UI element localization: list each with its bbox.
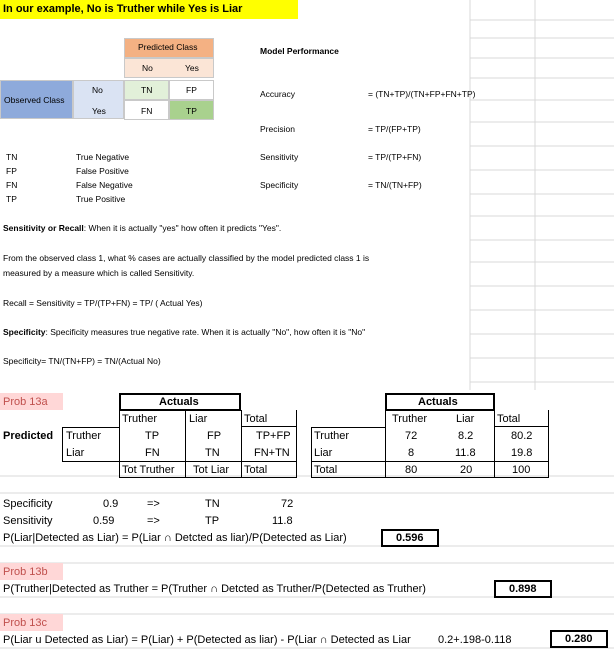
sensitivity-text: : When it is actually "yes" how often it predicts "Yes". [83, 223, 282, 233]
left-r1-tp: TP [145, 430, 160, 442]
sens-count: 11.8 [272, 515, 293, 527]
prob13a-formula: P(Liar|Detected as Liar) = P(Liar ∩ Detcted as liar)/P(Detected as Liar) [3, 532, 347, 544]
sensitivity-paragraph-line1: From the observed class 1, what % cases are actually classified by the model predicted class 1 is [3, 253, 370, 263]
recall-formula: Recall = Sensitivity = TP/(TP+FN) = TP/ ( Actual Yes) [3, 298, 203, 308]
formula-specificity: = TN/(TN+FP) [368, 180, 422, 190]
metric-accuracy: Accuracy [260, 89, 295, 99]
left-r2-tn: TN [205, 447, 220, 459]
formula-accuracy: = (TN+TP)/(TN+FP+FN+TP) [368, 89, 476, 99]
formula-precision: = TP/(FP+TP) [368, 124, 421, 134]
left-actuals-header: Actuals [159, 396, 199, 408]
legend-abbr-fn: FN [6, 180, 18, 190]
obs-no: No [92, 85, 103, 95]
prob13b-label: Prob 13b [3, 566, 48, 578]
right-r1-truther: 72 [405, 430, 418, 442]
specificity-definition [3, 328, 365, 337]
spec-code: TN [205, 498, 220, 510]
right-r2-truther: 8 [408, 447, 415, 459]
specificity-term: Specificity [3, 327, 46, 337]
right-r3-truther: 80 [405, 464, 418, 476]
prob13b-result: 0.898 [509, 583, 537, 595]
left-r2-total: FN+TN [254, 447, 290, 459]
right-r3-total: 100 [512, 464, 531, 476]
left-predicted-label: Predicted [3, 430, 54, 442]
prob13a-label: Prob 13a [3, 396, 48, 408]
metric-precision: Precision [260, 124, 295, 134]
right-r2-total: 19.8 [511, 447, 533, 459]
right-actuals-header: Actuals [418, 396, 458, 408]
sens-label: Sensitivity [3, 515, 53, 527]
prob13a-result: 0.596 [396, 532, 424, 544]
legend-meaning-tp: True Positive [76, 194, 126, 204]
left-r1-fp: FP [207, 430, 222, 442]
sens-arrow: => [147, 515, 160, 527]
pred-no: No [142, 63, 153, 73]
sensitivity-paragraph-line2: measured by a measure which is called Sensitivity. [3, 268, 195, 278]
legend-meaning-tn: True Negative [76, 152, 130, 162]
metric-specificity: Specificity [260, 180, 299, 190]
sens-value: 0.59 [93, 515, 115, 527]
left-r3-tot-liar: Tot Liar [193, 464, 230, 476]
left-row-truther: Truther [66, 430, 102, 442]
right-r2-liar: 11.8 [455, 447, 476, 459]
right-col-truther: Truther [392, 413, 428, 425]
tn-label: TN [141, 85, 153, 95]
model-performance-title: Model Performance [260, 46, 339, 56]
right-col-total: Total [497, 413, 521, 425]
obs-yes: Yes [92, 106, 106, 116]
left-r2-fn: FN [145, 447, 160, 459]
prob13c-formula: P(Liar u Detected as Liar) = P(Liar) + P(Detected as liar) - P(Liar ∩ Detected as Liar [3, 635, 411, 646]
right-row-label: Total [314, 464, 338, 476]
spec-value: 0.9 [103, 498, 119, 510]
spec-count: 72 [281, 498, 294, 510]
spec-arrow: => [147, 498, 160, 510]
legend-meaning-fp: False Positive [76, 166, 129, 176]
tp-label: TP [186, 106, 197, 116]
spec-label: Specificity [3, 498, 53, 510]
prob13b-formula: P(Truther|Detected as Truther = P(Truther ∩ Detcted as Truther/P(Detected as Truther) [3, 583, 426, 595]
right-r1-liar: 8.2 [458, 430, 474, 442]
legend-abbr-tn: TN [6, 152, 18, 162]
sens-code: TP [205, 515, 220, 527]
predicted-header: Predicted Class [138, 42, 198, 52]
fp-label: FP [186, 85, 197, 95]
pred-yes: Yes [185, 63, 199, 73]
sensitivity-definition [3, 224, 281, 233]
left-r3-total: Total [244, 464, 268, 476]
formula-sensitivity: = TP/(TP+FN) [368, 152, 422, 162]
specificity-formula-text: Specificity= TN/(TN+FP) = TN/(Actual No) [3, 356, 161, 366]
left-col-total: Total [244, 413, 268, 425]
right-row-label: Liar [314, 447, 333, 459]
left-r1-total: TP+FP [256, 430, 291, 442]
left-row-liar: Liar [66, 447, 85, 459]
prob13c-label: Prob 13c [3, 617, 48, 629]
left-r3-tot-truther: Tot Truther [122, 464, 175, 476]
prob13c-result: 0.280 [565, 633, 593, 645]
sensitivity-term: Sensitivity or Recall [3, 223, 84, 233]
right-col-liar: Liar [456, 413, 475, 425]
right-r1-total: 80.2 [511, 430, 533, 442]
page-title: In our example, No is Truther while Yes is Liar [3, 3, 243, 15]
observed-label: Observed Class [4, 95, 65, 105]
legend-abbr-fp: FP [6, 166, 17, 176]
right-r3-liar: 20 [460, 464, 473, 476]
fn-label: FN [141, 106, 153, 116]
left-col-liar: Liar [189, 413, 208, 425]
legend-meaning-fn: False Negative [76, 180, 133, 190]
prob13c-calc: 0.2+.198-0.118 [438, 634, 512, 646]
left-col-truther: Truther [122, 413, 158, 425]
metric-sensitivity: Sensitivity [260, 152, 299, 162]
right-row-label: Truther [314, 430, 350, 442]
specificity-text: : Specificity measures true negative rate. When it is actually "No", how often it is "No" [45, 327, 366, 337]
legend-abbr-tp: TP [6, 194, 17, 204]
predicted-sub-cells [124, 58, 214, 78]
